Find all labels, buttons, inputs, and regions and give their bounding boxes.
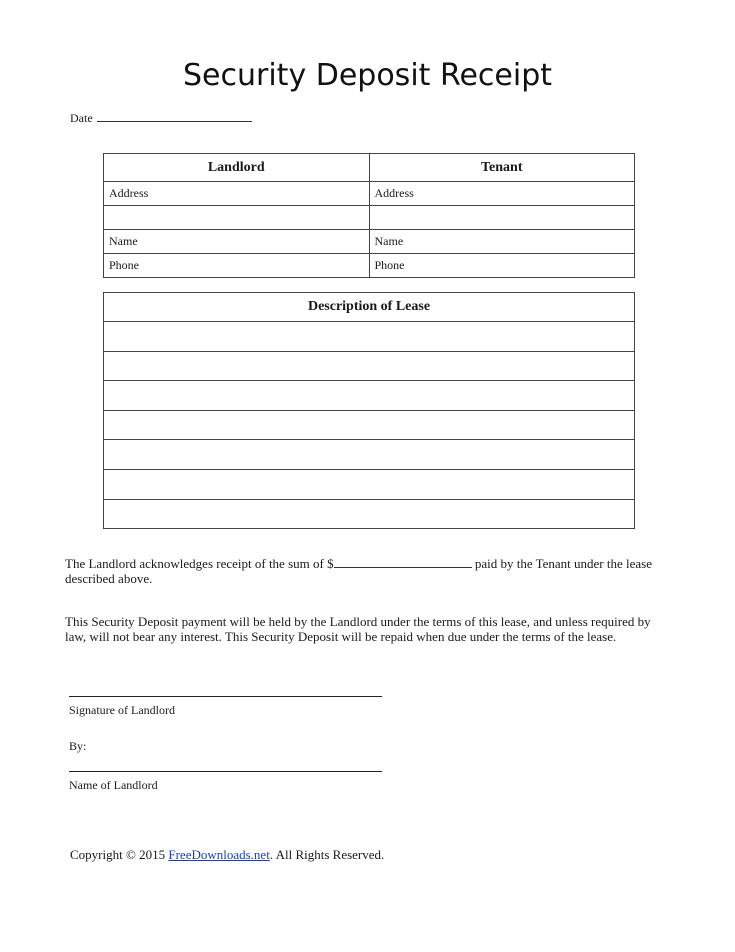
table-row <box>104 322 635 352</box>
tenant-address-line2-cell[interactable] <box>369 206 635 230</box>
table-row <box>104 440 635 470</box>
lease-line[interactable] <box>104 351 635 381</box>
table-row <box>104 206 635 230</box>
date-label: Date <box>70 111 93 125</box>
by-label: By: <box>69 739 87 753</box>
lease-line[interactable] <box>104 410 635 440</box>
tenant-address-cell[interactable]: Address <box>369 182 635 206</box>
landlord-name-line[interactable] <box>69 771 382 772</box>
landlord-heading: Landlord <box>104 154 370 182</box>
lease-line[interactable] <box>104 469 635 499</box>
tenant-name-cell[interactable]: Name <box>369 230 635 254</box>
lease-line[interactable] <box>104 322 635 352</box>
lease-description-table <box>103 292 635 529</box>
signature-label: Signature of Landlord <box>69 703 175 717</box>
lease-heading: Description of Lease <box>104 293 635 322</box>
receipt-text-after: paid by the Tenant under the lease described above. <box>65 556 653 586</box>
table-row <box>104 410 635 440</box>
table-row <box>104 230 635 254</box>
table-row <box>104 469 635 499</box>
receipt-paragraph <box>65 556 665 586</box>
parties-table <box>103 153 635 278</box>
tenant-phone-cell[interactable]: Phone <box>369 254 635 278</box>
table-row <box>104 182 635 206</box>
table-row <box>104 351 635 381</box>
table-row <box>104 254 635 278</box>
copyright-prefix: Copyright © 2015 <box>70 847 169 862</box>
date-blank-line[interactable] <box>97 111 252 122</box>
landlord-phone-cell[interactable]: Phone <box>104 254 370 278</box>
freedownloads-link[interactable]: FreeDownloads.net <box>168 847 270 862</box>
page-title: Security Deposit Receipt <box>183 58 552 93</box>
signature-line[interactable] <box>69 696 382 697</box>
copyright-suffix: . All Rights Reserved. <box>269 847 385 862</box>
tenant-heading: Tenant <box>369 154 635 182</box>
terms-paragraph: This Security Deposit payment will be held by the Landlord under the terms of this lease, and unless required by law, will not bear any interest. This Security Deposit will be repaid when due under the terms of the lease. <box>65 614 651 644</box>
landlord-address-line2-cell[interactable] <box>104 206 370 230</box>
lease-line[interactable] <box>104 440 635 470</box>
landlord-name-label: Name of Landlord <box>69 778 158 792</box>
table-row <box>104 499 635 529</box>
receipt-text-before: The Landlord acknowledges receipt of the sum of $ <box>65 556 334 571</box>
landlord-address-cell[interactable]: Address <box>104 182 370 206</box>
table-row <box>104 381 635 411</box>
lease-line[interactable] <box>104 381 635 411</box>
date-field <box>70 111 252 126</box>
copyright-footer <box>70 847 384 863</box>
landlord-name-cell[interactable]: Name <box>104 230 370 254</box>
amount-blank-line[interactable] <box>334 557 472 568</box>
lease-line[interactable] <box>104 499 635 529</box>
